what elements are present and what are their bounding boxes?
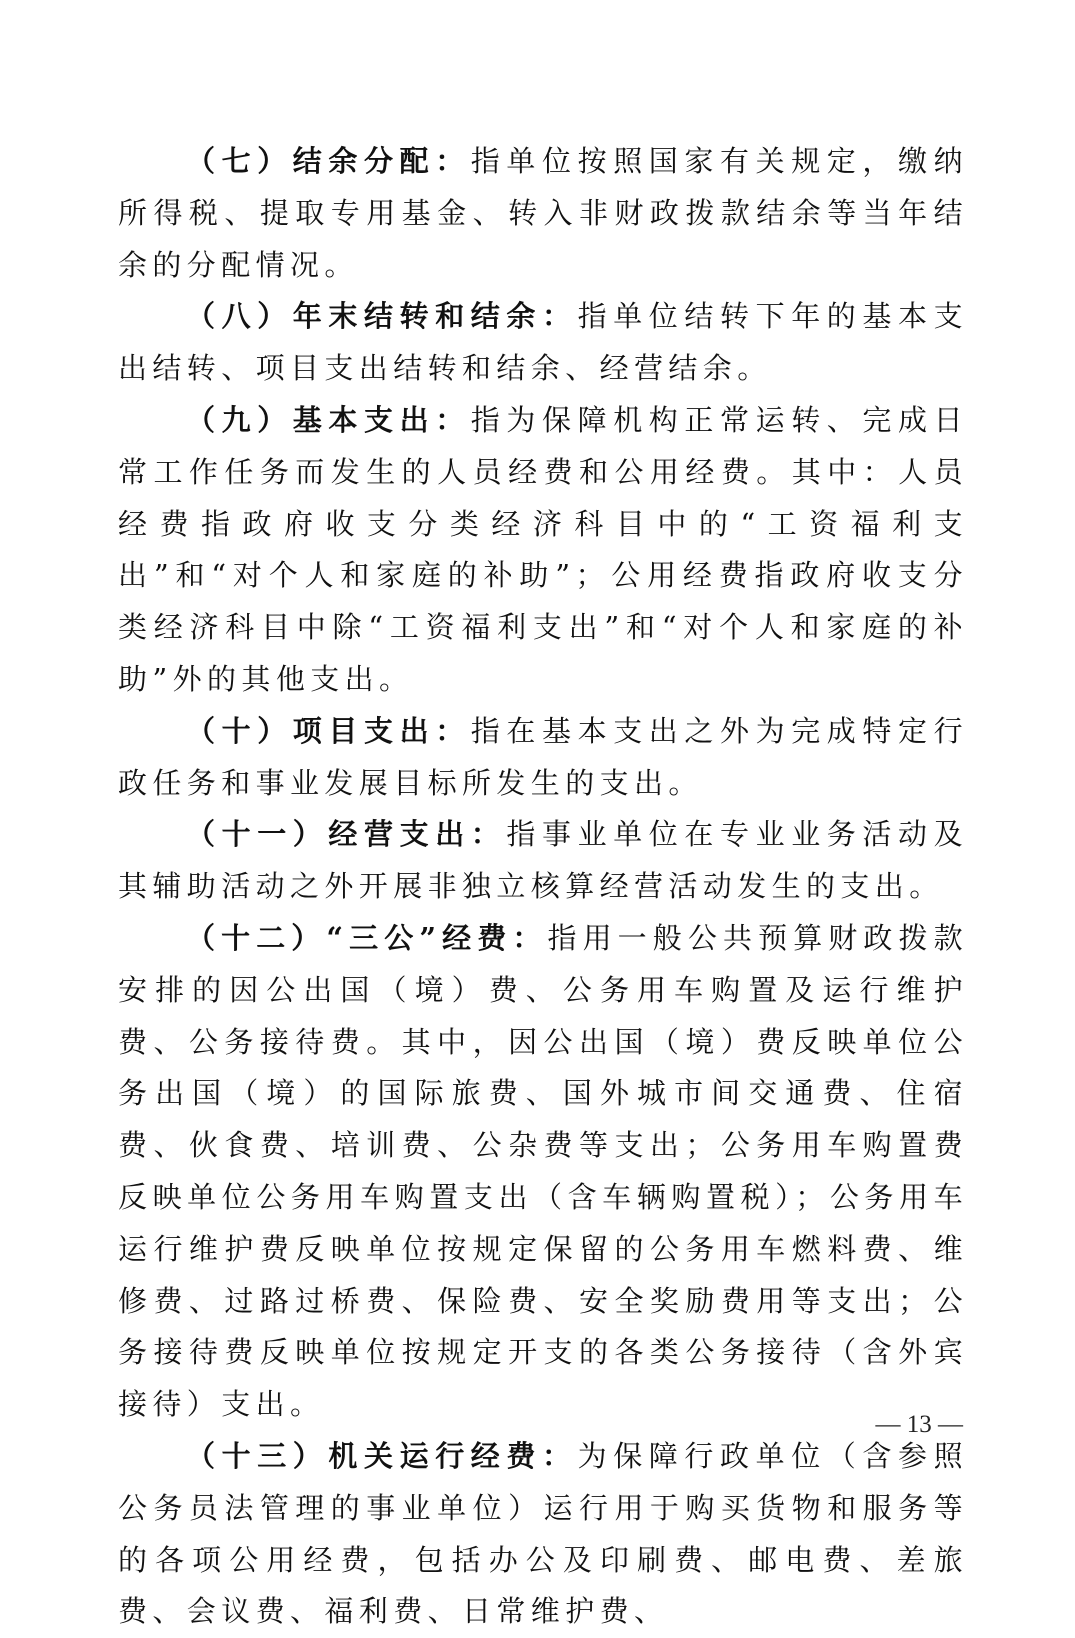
paragraph-text: 指在基本支出之外为完成特定行政任务和事业发展目标所发生的支出。 bbox=[118, 713, 968, 800]
term-heading: （十二）“三公”经费： bbox=[186, 920, 548, 955]
paragraph-text: 指单位按照国家有关规定，缴纳所得税、提取专用基金、转入非财政拨款结余等当年结余的分配情况。 bbox=[118, 144, 968, 282]
paragraph-text: 指事业单位在专业业务活动及其辅助活动之外开展非独立核算经营活动发生的支出。 bbox=[118, 817, 968, 904]
term-heading: （七）结余分配： bbox=[186, 144, 471, 178]
paragraph-jingying-zhichu bbox=[118, 809, 968, 913]
paragraph-text: 指为保障机构正常运转、完成日常工作任务而发生的人员经费和公用经费。其中：人员经费指政府收支分类经济科目中的“工资福利支出”和“对个人和家庭的补助”；公用经费指政府收支分类经济科目中除“工资福利支出”和“对个人和家庭的补助”外的其他支出。 bbox=[118, 402, 968, 696]
term-heading: （十三）机关运行经费： bbox=[186, 1438, 578, 1473]
paragraph-nianmo-jiezhuan bbox=[118, 291, 968, 395]
paragraph-jiben-zhichu bbox=[118, 395, 968, 706]
paragraph-jiguan-yunxing-jingfei bbox=[118, 1431, 968, 1638]
paragraph-text: 指用一般公共预算财政拨款安排的因公出国（境）费、公务用车购置及运行维护费、公务接待费。其中，因公出国（境）费反映单位公务出国（境）的国际旅费、国外城市间交通费、住宿费、伙食费、培训费、公杂费等支出；公务用车购置费反映单位公务用车购置支出（含车辆购置税）；公务用车运行维护费反映单位按规定保留的公务用车燃料费、维修费、过路过桥费、保险费、安全奖励费用等支出；公务接待费反映单位按规定开支的各类公务接待（含外宾接待）支出。 bbox=[118, 920, 968, 1422]
term-heading: （八）年末结转和结余： bbox=[186, 299, 578, 334]
document-body bbox=[118, 136, 968, 1638]
term-heading: （九）基本支出： bbox=[186, 402, 471, 437]
paragraph-xiangmu-zhichu bbox=[118, 706, 968, 810]
paragraph-sangong-jingfei bbox=[118, 913, 968, 1431]
term-heading: （十）项目支出： bbox=[186, 713, 471, 748]
paragraph-text: 指单位结转下年的基本支出结转、项目支出结转和结余、经营结余。 bbox=[118, 299, 969, 386]
page-number: — 13 — bbox=[875, 1411, 963, 1438]
term-heading: （十一）经营支出： bbox=[186, 817, 507, 852]
paragraph-jieyu-fenpei bbox=[118, 136, 968, 291]
paragraph-text: 为保障行政单位（含参照公务员法管理的事业单位）运行用于购买货物和服务等的各项公用经费，包括办公及印刷费、邮电费、差旅费、会议费、福利费、日常维护费、 bbox=[118, 1438, 969, 1629]
